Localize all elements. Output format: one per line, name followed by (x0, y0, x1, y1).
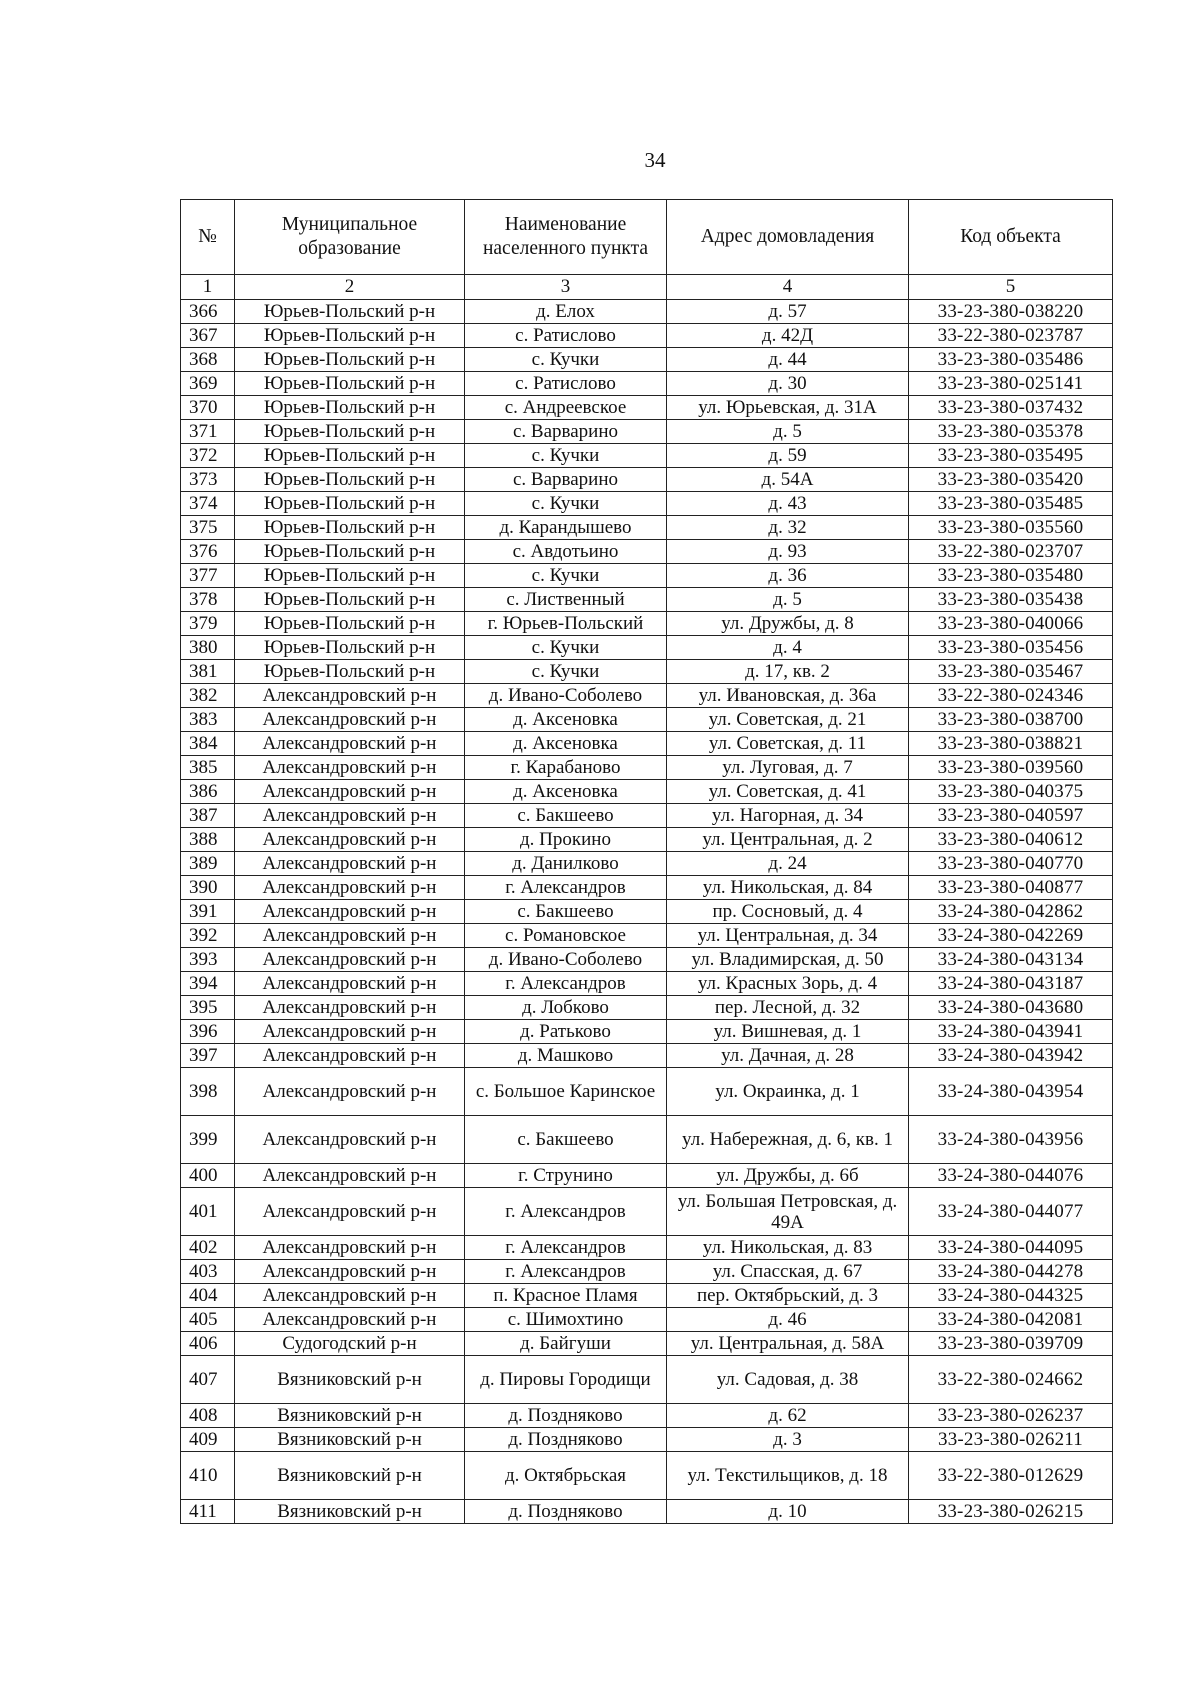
address-cell: д. 5 (667, 588, 909, 612)
table-row (181, 1452, 1113, 1500)
row-number: 387 (181, 804, 235, 828)
table-row (181, 1044, 1113, 1068)
municipality-cell: Судогодский р-н (235, 1332, 465, 1356)
object-code-cell: 33-22-380-024346 (909, 684, 1113, 708)
settlement-cell: д. Октябрьская (465, 1452, 667, 1500)
table-row (181, 468, 1113, 492)
address-cell: д. 32 (667, 516, 909, 540)
address-cell: ул. Центральная, д. 2 (667, 828, 909, 852)
address-cell: ул. Советская, д. 11 (667, 732, 909, 756)
row-number: 396 (181, 1020, 235, 1044)
row-number: 406 (181, 1332, 235, 1356)
object-code-cell: 33-24-380-043956 (909, 1116, 1113, 1164)
settlement-cell: д. Байгуши (465, 1332, 667, 1356)
row-number: 375 (181, 516, 235, 540)
municipality-cell: Юрьев-Польский р-н (235, 636, 465, 660)
row-number: 392 (181, 924, 235, 948)
object-code-cell: 33-24-380-043680 (909, 996, 1113, 1020)
address-cell: д. 10 (667, 1500, 909, 1524)
object-code-cell: 33-23-380-035378 (909, 420, 1113, 444)
table-row (181, 1356, 1113, 1404)
settlement-cell: с. Ратислово (465, 372, 667, 396)
settlement-cell: д. Пировы Городищи (465, 1356, 667, 1404)
row-number: 410 (181, 1452, 235, 1500)
table-row (181, 780, 1113, 804)
municipality-cell: Юрьев-Польский р-н (235, 444, 465, 468)
row-number: 383 (181, 708, 235, 732)
settlement-cell: д. Аксеновка (465, 780, 667, 804)
row-number: 379 (181, 612, 235, 636)
settlement-cell: д. Елох (465, 300, 667, 324)
municipality-cell: Александровский р-н (235, 1260, 465, 1284)
address-cell: ул. Набережная, д. 6, кв. 1 (667, 1116, 909, 1164)
address-cell: ул. Луговая, д. 7 (667, 756, 909, 780)
object-code-cell: 33-23-380-035438 (909, 588, 1113, 612)
table-row (181, 564, 1113, 588)
settlement-cell: п. Красное Пламя (465, 1284, 667, 1308)
object-code-cell: 33-24-380-042081 (909, 1308, 1113, 1332)
municipality-cell: Вязниковский р-н (235, 1428, 465, 1452)
column-number: 3 (465, 275, 667, 300)
row-number: 384 (181, 732, 235, 756)
address-cell: ул. Дружбы, д. 8 (667, 612, 909, 636)
municipality-cell: Александровский р-н (235, 684, 465, 708)
address-cell: пр. Сосновый, д. 4 (667, 900, 909, 924)
municipality-cell: Александровский р-н (235, 1188, 465, 1236)
row-number: 381 (181, 660, 235, 684)
table-row (181, 684, 1113, 708)
row-number: 393 (181, 948, 235, 972)
settlement-cell: г. Юрьев-Польский (465, 612, 667, 636)
table-row (181, 1020, 1113, 1044)
row-number: 407 (181, 1356, 235, 1404)
municipality-cell: Юрьев-Польский р-н (235, 540, 465, 564)
settlement-cell: г. Струнино (465, 1164, 667, 1188)
row-number: 408 (181, 1404, 235, 1428)
column-number: 2 (235, 275, 465, 300)
address-cell: ул. Советская, д. 21 (667, 708, 909, 732)
row-number: 371 (181, 420, 235, 444)
object-code-cell: 33-23-380-040597 (909, 804, 1113, 828)
address-cell: ул. Юрьевская, д. 31А (667, 396, 909, 420)
address-cell: ул. Красных Зорь, д. 4 (667, 972, 909, 996)
settlement-cell: с. Бакшеево (465, 1116, 667, 1164)
column-number: 5 (909, 275, 1113, 300)
row-number: 390 (181, 876, 235, 900)
object-code-cell: 33-24-380-044077 (909, 1188, 1113, 1236)
table-row (181, 324, 1113, 348)
table-row (181, 804, 1113, 828)
object-code-cell: 33-23-380-038700 (909, 708, 1113, 732)
object-code-cell: 33-23-380-035420 (909, 468, 1113, 492)
address-cell: д. 57 (667, 300, 909, 324)
object-code-cell: 33-23-380-038821 (909, 732, 1113, 756)
address-cell: д. 43 (667, 492, 909, 516)
municipality-cell: Александровский р-н (235, 1116, 465, 1164)
municipality-cell: Александровский р-н (235, 1020, 465, 1044)
table-row (181, 972, 1113, 996)
row-number: 389 (181, 852, 235, 876)
address-cell: ул. Дружбы, д. 6б (667, 1164, 909, 1188)
municipality-cell: Юрьев-Польский р-н (235, 588, 465, 612)
municipality-cell: Александровский р-н (235, 900, 465, 924)
settlement-cell: д. Лобково (465, 996, 667, 1020)
object-code-cell: 33-23-380-040375 (909, 780, 1113, 804)
address-cell: д. 30 (667, 372, 909, 396)
settlement-cell: д. Поздняково (465, 1404, 667, 1428)
table-row (181, 828, 1113, 852)
object-code-cell: 33-22-380-023787 (909, 324, 1113, 348)
municipality-cell: Александровский р-н (235, 828, 465, 852)
object-code-cell: 33-23-380-035467 (909, 660, 1113, 684)
table-header-row (181, 200, 1113, 275)
object-code-cell: 33-23-380-035456 (909, 636, 1113, 660)
object-code-cell: 33-22-380-024662 (909, 1356, 1113, 1404)
row-number: 402 (181, 1236, 235, 1260)
row-number: 400 (181, 1164, 235, 1188)
settlement-cell: д. Поздняково (465, 1500, 667, 1524)
table-row (181, 756, 1113, 780)
row-number: 378 (181, 588, 235, 612)
table-row (181, 1308, 1113, 1332)
object-code-cell: 33-23-380-040877 (909, 876, 1113, 900)
settlement-cell: д. Карандышево (465, 516, 667, 540)
settlement-cell: с. Лиственный (465, 588, 667, 612)
municipality-cell: Юрьев-Польский р-н (235, 420, 465, 444)
table-row (181, 540, 1113, 564)
object-code-cell: 33-23-380-040612 (909, 828, 1113, 852)
settlement-cell: г. Александров (465, 1260, 667, 1284)
address-cell: ул. Никольская, д. 83 (667, 1236, 909, 1260)
municipality-cell: Александровский р-н (235, 732, 465, 756)
table-row (181, 1188, 1113, 1236)
settlement-cell: с. Андреевское (465, 396, 667, 420)
table-row (181, 372, 1113, 396)
table-row (181, 1332, 1113, 1356)
table-row (181, 300, 1113, 324)
settlement-cell: с. Кучки (465, 348, 667, 372)
object-code-cell: 33-24-380-044076 (909, 1164, 1113, 1188)
settlement-cell: с. Кучки (465, 636, 667, 660)
table-row (181, 996, 1113, 1020)
address-cell: д. 46 (667, 1308, 909, 1332)
settlement-cell: г. Карабаново (465, 756, 667, 780)
address-cell: д. 3 (667, 1428, 909, 1452)
address-cell: ул. Дачная, д. 28 (667, 1044, 909, 1068)
object-code-cell: 33-24-380-043954 (909, 1068, 1113, 1116)
table-row (181, 1068, 1113, 1116)
settlement-cell: д. Данилково (465, 852, 667, 876)
table-row (181, 1284, 1113, 1308)
municipality-cell: Александровский р-н (235, 1164, 465, 1188)
address-cell: ул. Садовая, д. 38 (667, 1356, 909, 1404)
row-number: 376 (181, 540, 235, 564)
settlement-cell: д. Аксеновка (465, 732, 667, 756)
object-code-cell: 33-24-380-042269 (909, 924, 1113, 948)
table-row (181, 948, 1113, 972)
municipality-cell: Вязниковский р-н (235, 1452, 465, 1500)
header-object-code: Код объекта (909, 200, 1113, 275)
settlement-cell: с. Варварино (465, 468, 667, 492)
municipality-cell: Александровский р-н (235, 1284, 465, 1308)
address-cell: ул. Окраинка, д. 1 (667, 1068, 909, 1116)
object-code-cell: 33-23-380-040770 (909, 852, 1113, 876)
object-code-cell: 33-23-380-035485 (909, 492, 1113, 516)
table-row (181, 660, 1113, 684)
table-row (181, 420, 1113, 444)
settlement-cell: г. Александров (465, 1236, 667, 1260)
object-code-cell: 33-24-380-042862 (909, 900, 1113, 924)
object-code-cell: 33-23-380-039560 (909, 756, 1113, 780)
table-body (181, 300, 1113, 1524)
object-code-cell: 33-23-380-035480 (909, 564, 1113, 588)
column-number: 4 (667, 275, 909, 300)
address-cell: пер. Лесной, д. 32 (667, 996, 909, 1020)
address-cell: ул. Советская, д. 41 (667, 780, 909, 804)
object-code-cell: 33-23-380-026215 (909, 1500, 1113, 1524)
table-row (181, 396, 1113, 420)
header-number: № (181, 200, 235, 275)
table-row (181, 636, 1113, 660)
settlement-cell: с. Кучки (465, 444, 667, 468)
row-number: 373 (181, 468, 235, 492)
address-cell: ул. Никольская, д. 84 (667, 876, 909, 900)
municipality-cell: Юрьев-Польский р-н (235, 396, 465, 420)
settlement-cell: с. Варварино (465, 420, 667, 444)
column-number-row (181, 275, 1113, 300)
municipality-cell: Александровский р-н (235, 996, 465, 1020)
municipality-cell: Юрьев-Польский р-н (235, 516, 465, 540)
address-cell: д. 54А (667, 468, 909, 492)
settlement-cell: г. Александров (465, 1188, 667, 1236)
address-cell: д. 17, кв. 2 (667, 660, 909, 684)
object-code-cell: 33-23-380-038220 (909, 300, 1113, 324)
object-code-cell: 33-24-380-043187 (909, 972, 1113, 996)
row-number: 374 (181, 492, 235, 516)
table-row (181, 1500, 1113, 1524)
row-number: 409 (181, 1428, 235, 1452)
address-cell: ул. Текстильщиков, д. 18 (667, 1452, 909, 1500)
settlement-cell: с. Авдотьино (465, 540, 667, 564)
table-row (181, 1260, 1113, 1284)
municipality-cell: Александровский р-н (235, 1068, 465, 1116)
row-number: 401 (181, 1188, 235, 1236)
municipality-cell: Александровский р-н (235, 756, 465, 780)
settlement-cell: с. Ратислово (465, 324, 667, 348)
address-cell: ул. Нагорная, д. 34 (667, 804, 909, 828)
municipality-cell: Вязниковский р-н (235, 1356, 465, 1404)
object-code-cell: 33-23-380-037432 (909, 396, 1113, 420)
table-row (181, 588, 1113, 612)
row-number: 411 (181, 1500, 235, 1524)
row-number: 386 (181, 780, 235, 804)
row-number: 394 (181, 972, 235, 996)
object-code-cell: 33-24-380-043134 (909, 948, 1113, 972)
municipality-cell: Александровский р-н (235, 1236, 465, 1260)
address-cell: ул. Владимирская, д. 50 (667, 948, 909, 972)
address-cell: д. 36 (667, 564, 909, 588)
table-row (181, 1236, 1113, 1260)
municipality-cell: Александровский р-н (235, 972, 465, 996)
settlement-cell: с. Кучки (465, 660, 667, 684)
municipality-cell: Юрьев-Польский р-н (235, 492, 465, 516)
row-number: 395 (181, 996, 235, 1020)
row-number: 388 (181, 828, 235, 852)
municipality-cell: Юрьев-Польский р-н (235, 300, 465, 324)
settlement-cell: д. Аксеновка (465, 708, 667, 732)
row-number: 372 (181, 444, 235, 468)
municipality-cell: Вязниковский р-н (235, 1500, 465, 1524)
table-row (181, 1428, 1113, 1452)
row-number: 367 (181, 324, 235, 348)
municipality-cell: Юрьев-Польский р-н (235, 372, 465, 396)
address-cell: д. 59 (667, 444, 909, 468)
row-number: 382 (181, 684, 235, 708)
row-number: 403 (181, 1260, 235, 1284)
table-row (181, 900, 1113, 924)
address-cell: ул. Центральная, д. 58А (667, 1332, 909, 1356)
municipality-cell: Александровский р-н (235, 924, 465, 948)
table-row (181, 612, 1113, 636)
municipality-cell: Александровский р-н (235, 1308, 465, 1332)
municipality-cell: Александровский р-н (235, 948, 465, 972)
row-number: 366 (181, 300, 235, 324)
object-code-cell: 33-24-380-044325 (909, 1284, 1113, 1308)
object-code-cell: 33-24-380-044095 (909, 1236, 1113, 1260)
table-row (181, 1404, 1113, 1428)
municipality-cell: Юрьев-Польский р-н (235, 348, 465, 372)
address-cell: д. 5 (667, 420, 909, 444)
municipality-cell: Александровский р-н (235, 852, 465, 876)
settlement-cell: с. Шимохтино (465, 1308, 667, 1332)
object-code-cell: 33-22-380-012629 (909, 1452, 1113, 1500)
object-code-cell: 33-24-380-044278 (909, 1260, 1113, 1284)
settlement-cell: г. Александров (465, 876, 667, 900)
row-number: 391 (181, 900, 235, 924)
municipality-cell: Юрьев-Польский р-н (235, 612, 465, 636)
row-number: 380 (181, 636, 235, 660)
table-row (181, 876, 1113, 900)
object-code-cell: 33-23-380-039709 (909, 1332, 1113, 1356)
address-cell: ул. Большая Петровская, д. 49А (667, 1188, 909, 1236)
header-settlement: Наименование населенного пункта (465, 200, 667, 275)
table-row (181, 444, 1113, 468)
address-cell: ул. Центральная, д. 34 (667, 924, 909, 948)
column-number: 1 (181, 275, 235, 300)
row-number: 369 (181, 372, 235, 396)
object-code-cell: 33-23-380-026211 (909, 1428, 1113, 1452)
municipality-cell: Александровский р-н (235, 804, 465, 828)
object-code-cell: 33-22-380-023707 (909, 540, 1113, 564)
address-cell: д. 62 (667, 1404, 909, 1428)
object-code-cell: 33-23-380-026237 (909, 1404, 1113, 1428)
row-number: 385 (181, 756, 235, 780)
municipality-cell: Александровский р-н (235, 876, 465, 900)
row-number: 368 (181, 348, 235, 372)
address-cell: д. 4 (667, 636, 909, 660)
address-cell: пер. Октябрьский, д. 3 (667, 1284, 909, 1308)
object-code-cell: 33-23-380-035495 (909, 444, 1113, 468)
object-code-cell: 33-24-380-043942 (909, 1044, 1113, 1068)
header-address: Адрес домовладения (667, 200, 909, 275)
municipality-cell: Александровский р-н (235, 780, 465, 804)
settlement-cell: д. Поздняково (465, 1428, 667, 1452)
row-number: 404 (181, 1284, 235, 1308)
object-code-cell: 33-24-380-043941 (909, 1020, 1113, 1044)
object-code-cell: 33-23-380-025141 (909, 372, 1113, 396)
table-row (181, 492, 1113, 516)
settlement-cell: д. Машково (465, 1044, 667, 1068)
page-number: 34 (644, 148, 666, 172)
settlement-cell: д. Прокино (465, 828, 667, 852)
table-row (181, 348, 1113, 372)
row-number: 370 (181, 396, 235, 420)
settlement-cell: с. Кучки (465, 564, 667, 588)
settlement-cell: г. Александров (465, 972, 667, 996)
address-cell: д. 93 (667, 540, 909, 564)
object-code-cell: 33-23-380-035560 (909, 516, 1113, 540)
address-cell: д. 24 (667, 852, 909, 876)
settlement-cell: с. Бакшеево (465, 804, 667, 828)
table-row (181, 516, 1113, 540)
header-municipality: Муниципальное образование (235, 200, 465, 275)
address-cell: ул. Ивановская, д. 36а (667, 684, 909, 708)
municipality-cell: Александровский р-н (235, 1044, 465, 1068)
settlement-cell: с. Большое Каринское (465, 1068, 667, 1116)
row-number: 377 (181, 564, 235, 588)
settlement-cell: с. Бакшеево (465, 900, 667, 924)
settlement-cell: д. Ратьково (465, 1020, 667, 1044)
object-code-cell: 33-23-380-040066 (909, 612, 1113, 636)
table-row (181, 1116, 1113, 1164)
table-row (181, 708, 1113, 732)
municipality-cell: Александровский р-н (235, 708, 465, 732)
table-row (181, 732, 1113, 756)
settlement-cell: с. Кучки (465, 492, 667, 516)
settlement-cell: с. Романовское (465, 924, 667, 948)
settlement-cell: д. Ивано-Соболево (465, 948, 667, 972)
settlement-cell: д. Ивано-Соболево (465, 684, 667, 708)
row-number: 397 (181, 1044, 235, 1068)
municipality-cell: Юрьев-Польский р-н (235, 660, 465, 684)
municipality-cell: Вязниковский р-н (235, 1404, 465, 1428)
address-cell: ул. Вишневая, д. 1 (667, 1020, 909, 1044)
table-row (181, 1164, 1113, 1188)
municipality-cell: Юрьев-Польский р-н (235, 324, 465, 348)
row-number: 405 (181, 1308, 235, 1332)
row-number: 398 (181, 1068, 235, 1116)
object-code-cell: 33-23-380-035486 (909, 348, 1113, 372)
address-cell: д. 44 (667, 348, 909, 372)
address-cell: ул. Спасская, д. 67 (667, 1260, 909, 1284)
table-row (181, 852, 1113, 876)
municipality-cell: Юрьев-Польский р-н (235, 468, 465, 492)
table-row (181, 924, 1113, 948)
address-cell: д. 42Д (667, 324, 909, 348)
row-number: 399 (181, 1116, 235, 1164)
households-table (180, 199, 1113, 1524)
municipality-cell: Юрьев-Польский р-н (235, 564, 465, 588)
